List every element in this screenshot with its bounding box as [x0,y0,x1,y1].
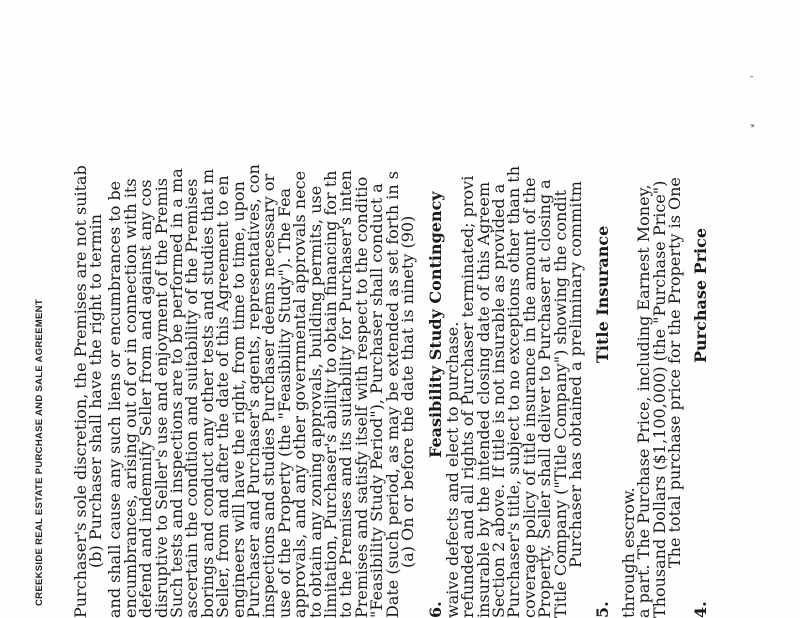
section-6-number: 6. [426,601,445,618]
s6-line: and shall cause any such liens or encumbrances to be [105,180,125,618]
s6b-line: (b) Purchaser shall have the right to termin [86,214,105,568]
s5-line: Section 2 above. If title is not insurable as provided a [489,183,508,618]
s6-line: Seller, from and after the date of this Agreement to en [213,175,233,618]
s6-line: borings and conduct any other tests and studies that m [197,168,217,618]
s4-line: Thousand Dollars ($1,100,000) (the "Purchase Price") [649,180,669,618]
s4-line: through escrow. [618,487,638,618]
s5-line: refunded and all rights of Purchaser terminated; provi [458,175,478,618]
s6-line: defend and indemnify Seller from and against any cos [136,179,156,618]
section-6-heading: Feasibility Study Contingency [426,191,445,458]
s6-line: to obtain any zoning approvals, building permits, use [305,185,325,618]
s6-line: inspections and studies Purchaser deems necessary or [259,173,279,618]
scan-speck: ' [750,75,760,78]
s6-line: Purchaser and Purchaser's agents, representatives, con [244,164,263,618]
scan-speck: * [750,123,760,128]
section-5-heading: Title Insurance [593,225,612,363]
s6-line: encumbrances, arising out of or in connection with its [120,178,140,618]
s4-line: a part. The Purchase Price, including Earnest Money, [634,184,654,618]
s6-line: Such tests and inspections are to be performed in a ma [167,168,186,618]
s6-line: disruptive to Seller's use and enjoyment of the Premis [151,178,171,618]
section-4-heading: Purchase Price [691,227,710,363]
s6-line: "Feasibility Study Period"), Purchaser shall conduct a [367,183,387,618]
s5-line: waive defects and elect to purchase. [442,321,462,618]
section-4-number: 4. [691,601,710,618]
s5-line: Purchaser has obtained a preliminary commitm [566,181,585,568]
s5-line: Title Company ("Title Company") showing the condit [550,189,570,618]
s5-line: coverage policy of title insurance in the amount of the [519,177,539,618]
section-5-number: 5. [593,601,612,618]
s4-line: The total purchase price for the Property is One [665,177,684,568]
s6-line: to the Premises and its suitability for Purchaser's inten [336,170,356,618]
s5-line: insurable by the intended closing date of this Agreem [473,181,493,618]
s6-line: (a) On or before the date that is ninety (90) [398,215,417,568]
s6-line: limitation, Purchaser's ability to obtain financing for th [321,170,340,618]
s5-line: Purchaser's title, subject to no exceptions other than th [504,165,524,618]
s5-line: Property. Seller shall deliver to Purchaser at closing a [535,179,555,618]
s6-line: approvals, and any other governmental approvals nece [290,170,310,618]
s6-line: Premises and satisfy itself with respect to the conditio [351,176,371,618]
s6b-line: Purchaser's sole discretion, the Premises are not suitab [70,165,90,618]
s6-line: ascertain the condition and suitability of the Premises [182,178,202,618]
s6-line: engineers will have the right, from time to time, upon [228,181,248,618]
s6-line: Date (such period, as may be extended as set forth in s [382,171,402,618]
footer-text: CREEKSIDE REAL ESTATE PURCHASE AND SALE AGREEMENT [34,299,45,606]
s6-line: use of the Property (the "Feasibility Study"). The Fea [274,187,294,618]
